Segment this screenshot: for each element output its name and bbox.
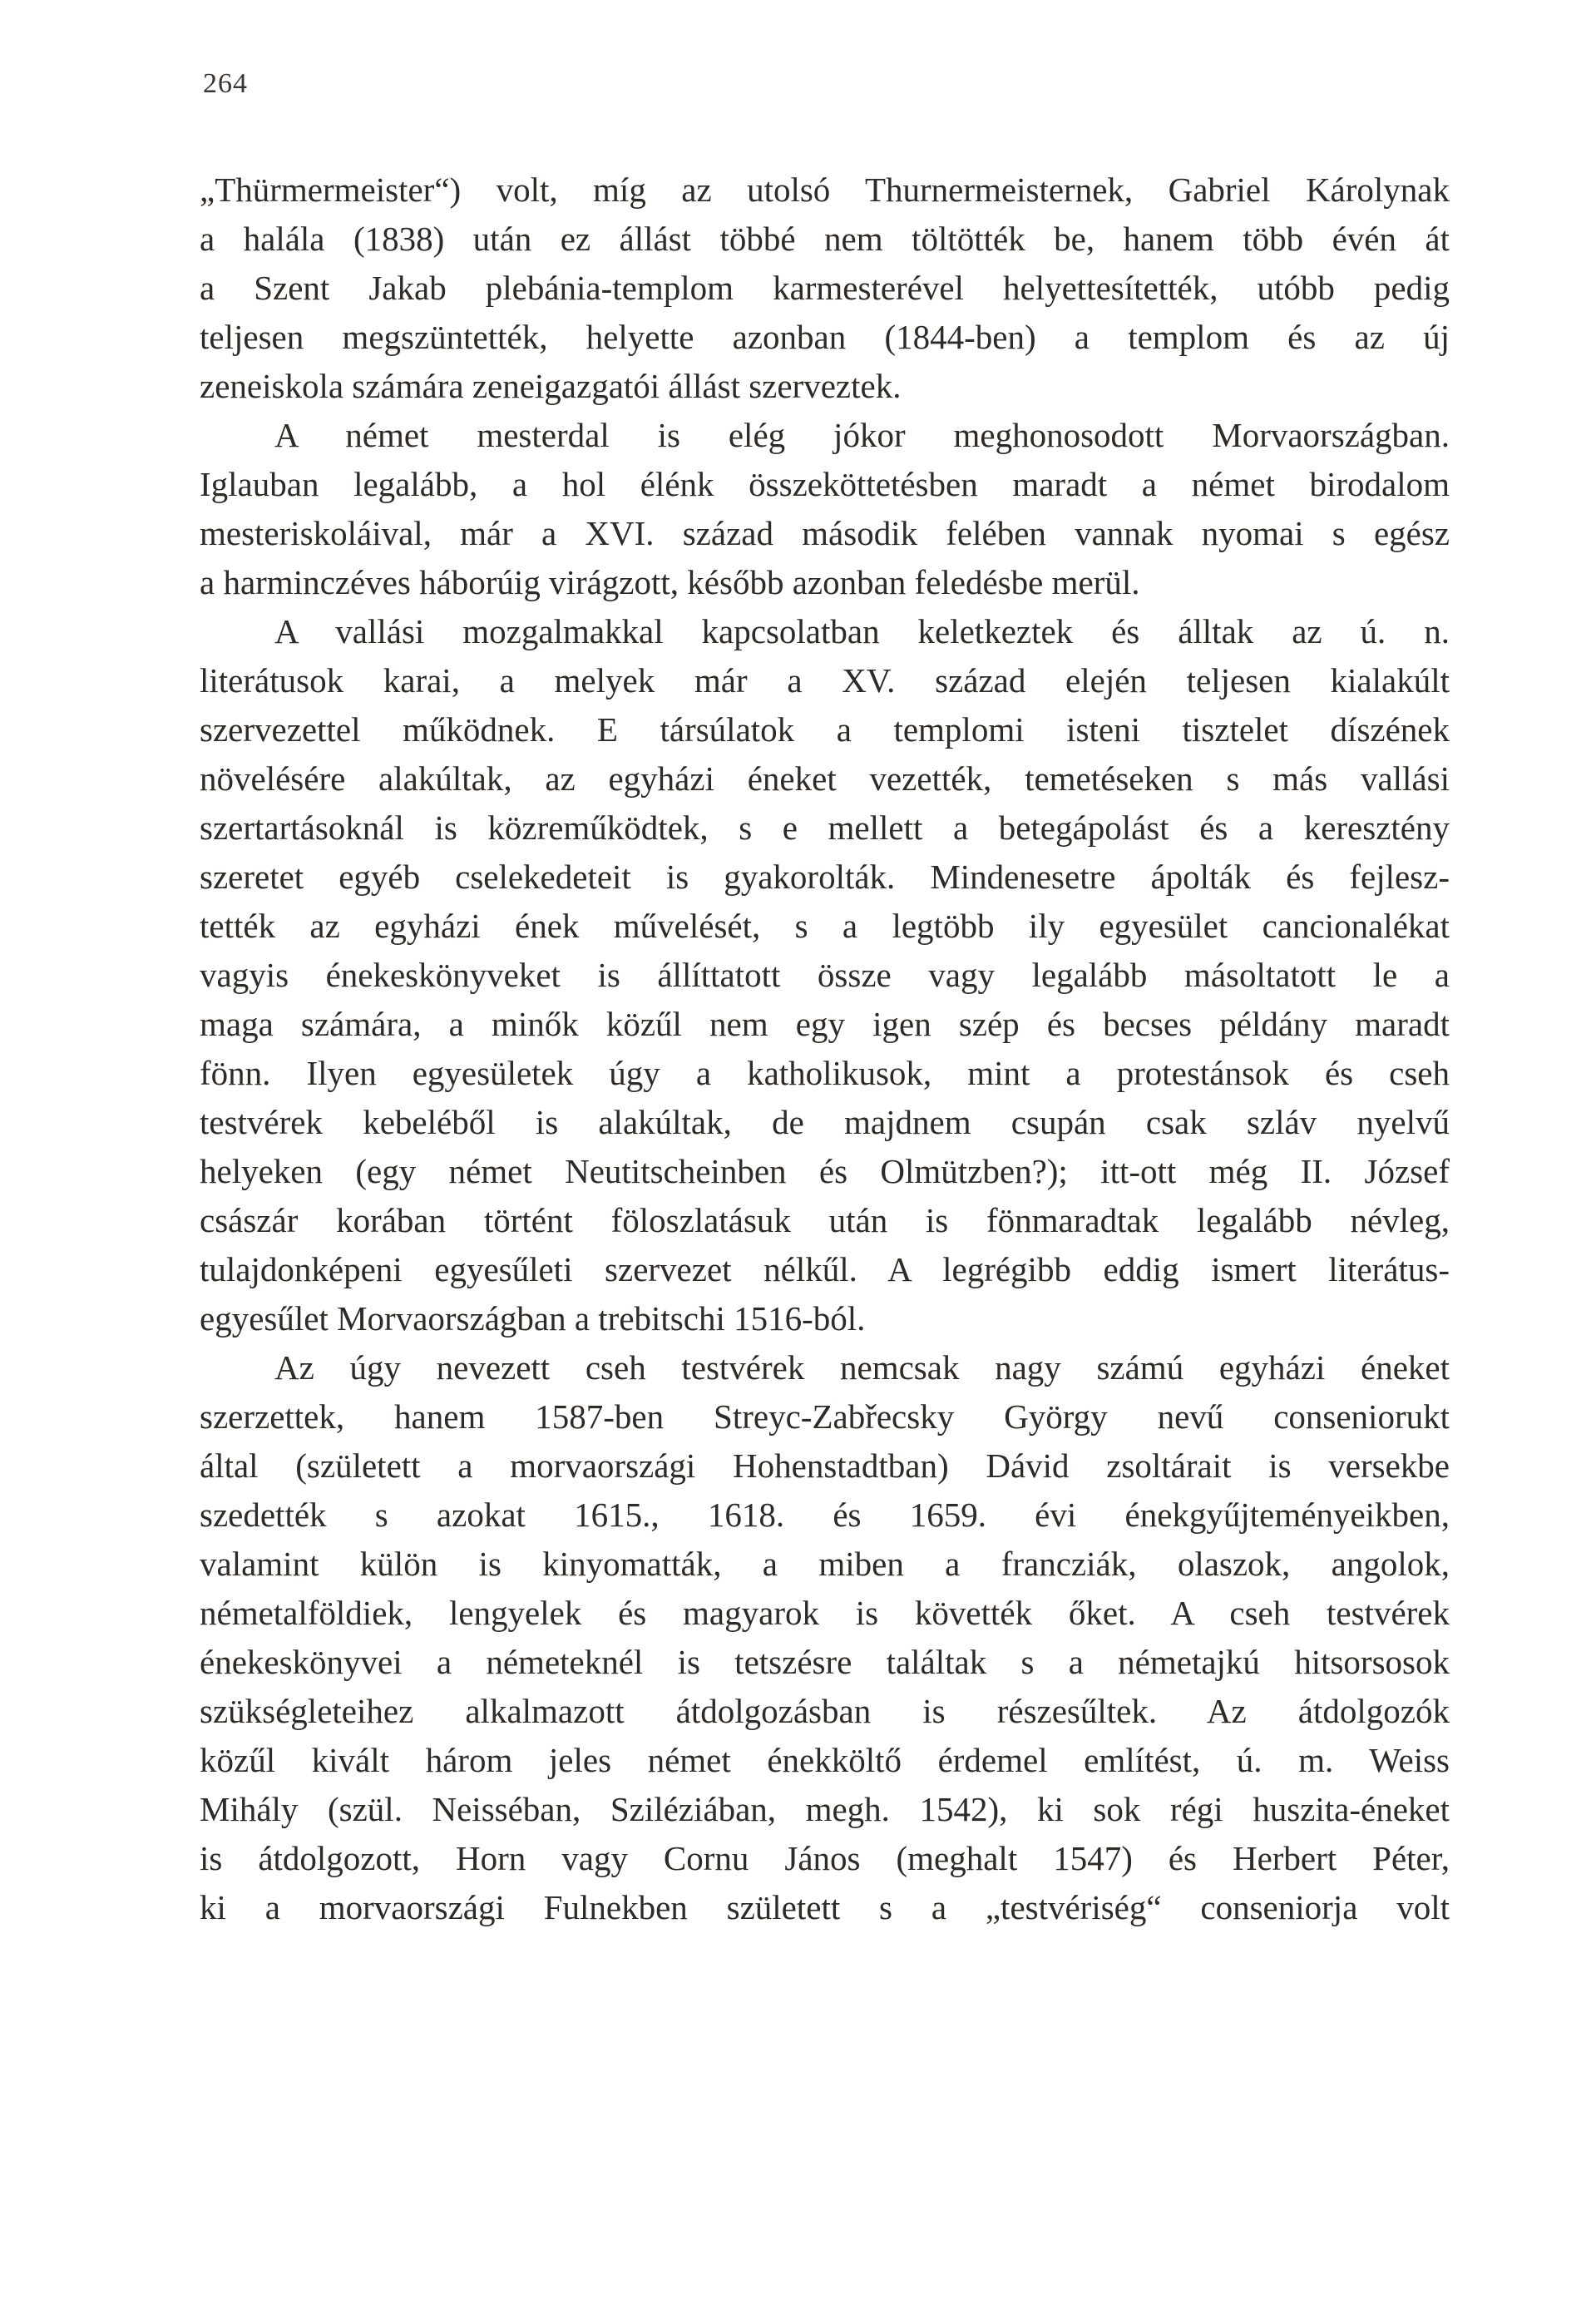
text-line: maga számára, a minők közűl nem egy igen szép és becses példány maradt [200,1005,1450,1043]
text-line: tulajdonképeni egyesűleti szervezet nélkűl. A legrégibb eddig ismert literátus- [200,1250,1450,1288]
text-line: fönn. Ilyen egyesületek úgy a katholikusok, mint a protestánsok és cseh [200,1054,1450,1092]
text-line: testvérek kebeléből is alakúltak, de majdnem csupán csak szláv nyelvű [200,1103,1450,1141]
text-line: növelésére alakúltak, az egyházi éneket vezették, temetéseken s más vallási [200,759,1450,798]
text-line: a harminczéves háborúig virágzott, később azonban feledésbe merül. [200,563,1140,601]
text-line: közűl kivált három jeles német énekköltő érdemel említést, ú. m. Weiss [200,1741,1450,1779]
text-line: tették az egyházi ének művelését, s a legtöbb ily egyesület cancionalékat [200,907,1450,945]
page-number: 264 [203,68,248,99]
text-line: egyesűlet Morvaországban a trebitschi 1516-ból. [200,1299,866,1338]
text-line: Iglauban legalább, a hol élénk összeköttetésben maradt a német birodalom [200,465,1450,503]
paragraph-first-line: A vallási mozgalmakkal kapcsolatban keletkeztek és álltak az ú. n. [274,612,1450,650]
text-line: helyeken (egy német Neutitscheinben és Olmützben?); itt-ott még II. József [200,1152,1450,1190]
text-line: a Szent Jakab plebánia-templom karmesterével helyettesítették, utóbb pedig [200,269,1450,307]
text-line: „Thürmermeister“) volt, míg az utolsó Thurnermeisternek, Gabriel Károlynak [200,171,1450,209]
text-line: által (született a morvaországi Hohenstadtban) Dávid zsoltárait is versekbe [200,1446,1450,1485]
text-line: ki a morvaországi Fulnekben született s a „testvériség“ conseniorja volt [200,1888,1450,1926]
text-line: zeneiskola számára zeneigazgatói állást szerveztek. [200,367,902,405]
text-line: szedették s azokat 1615., 1618. és 1659. évi énekgyűjteményeikben, [200,1496,1450,1534]
text-line: szertartásoknál is közreműködtek, s e mellett a betegápolást és a keresztény [200,808,1450,847]
text-line: vagyis énekeskönyveket is állíttatott össze vagy legalább másoltatott le a [200,956,1450,994]
text-line: szeretet egyéb cselekedeteit is gyakorolták. Mindenesetre ápolták és fejlesz- [200,858,1450,896]
text-line: szervezettel működnek. E társúlatok a templomi isteni tisztelet díszének [200,710,1450,749]
text-line: valamint külön is kinyomatták, a miben a francziák, olaszok, angolok, [200,1545,1450,1583]
text-line: is átdolgozott, Horn vagy Cornu János (meghalt 1547) és Herbert Péter, [200,1839,1450,1877]
text-line: németalföldiek, lengyelek és magyarok is követték őket. A cseh testvérek [200,1594,1450,1632]
text-line: szerzettek, hanem 1587-ben Streyc-Zabřecsky György nevű conseniorukt [200,1397,1450,1436]
text-line: mesteriskoláival, már a XVI. század második felében vannak nyomai s egész [200,514,1450,552]
text-line: szükségleteihez alkalmazott átdolgozásban is részesűltek. Az átdolgozók [200,1692,1450,1730]
text-line: teljesen megszüntették, helyette azonban (1844-ben) a templom és az új [200,318,1450,356]
text-line: literátusok karai, a melyek már a XV. század elején teljesen kialakúlt [200,661,1450,700]
paragraph-first-line: Az úgy nevezett cseh testvérek nemcsak nagy számú egyházi éneket [274,1348,1450,1387]
text-line: a halála (1838) után ez állást többé nem töltötték be, hanem több évén át [200,220,1450,258]
text-line: énekeskönyvei a németeknél is tetszésre találtak s a németajkú hitsorsosok [200,1643,1450,1681]
paragraph-first-line: A német mesterdal is elég jókor meghonosodott Morvaországban. [274,416,1450,454]
text-line: császár korában történt föloszlatásuk után is fönmaradtak legalább névleg, [200,1201,1450,1239]
text-line: Mihály (szül. Neisséban, Sziléziában, megh. 1542), ki sok régi huszita-éneket [200,1790,1450,1828]
